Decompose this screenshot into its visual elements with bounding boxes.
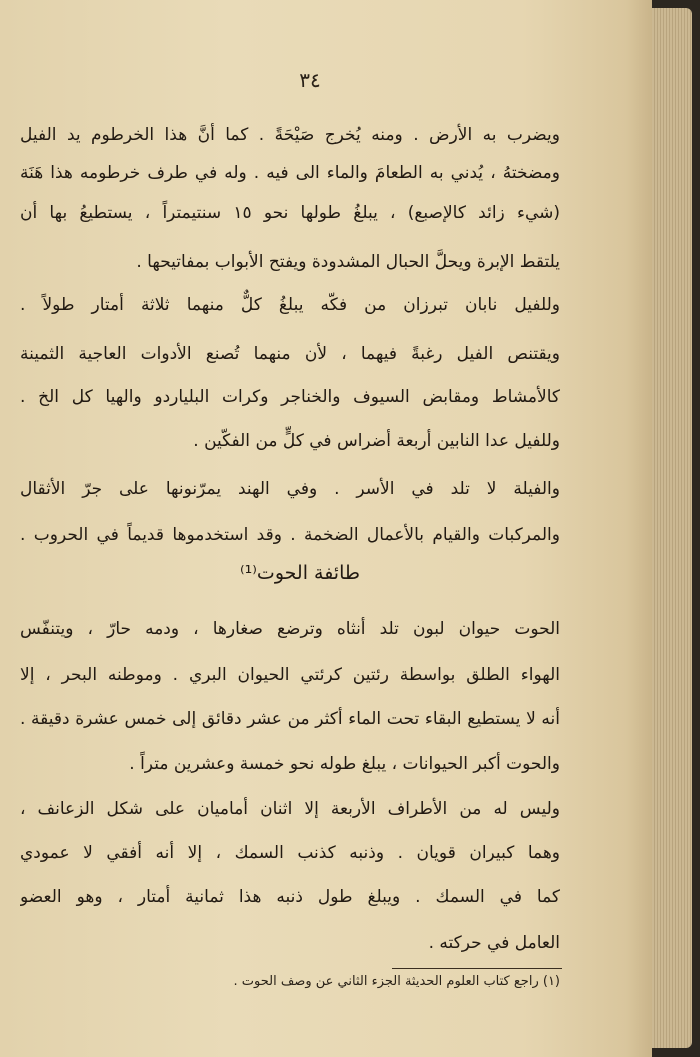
- footnote-divider: [392, 968, 562, 969]
- text-line: وليس له من الأطراف الأربعة إلا اثنان أماميان على شكل الزعانف ،: [20, 799, 560, 819]
- text-line: والفيلة لا تلد في الأسر . وفي الهند يمرّنونها على جرّ الأثقال: [20, 479, 560, 499]
- section-heading: طائفة الحوت⁽¹⁾: [239, 562, 361, 584]
- text-line: يلتقط الإبرة ويحلَّ الحبال المشدودة ويفتح الأبواب بمفاتيحها .: [136, 252, 560, 272]
- text-line: ومضختهُ ، يُدني به الطعامَ والماء الى فيه . وله في طرف خرطومه هذا هَنَة: [20, 163, 560, 183]
- text-line: كالأمشاط ومقابض السيوف والخناجر وكرات البلياردو والهيا كل الخ .: [20, 387, 560, 407]
- page-edges: [652, 8, 692, 1048]
- text-line: (شيء زائد كالإصبع) ، يبلغُ طولها نحو ١٥ سنتيمتراً ، يستطيعُ بها أن: [20, 203, 560, 223]
- footnote: (١) راجع كتاب العلوم الحديثة الجزء الثاني عن وصف الحوت .: [233, 974, 560, 989]
- text-line: الهواء الطلق بواسطة رئتين كرئتي الحيوان البري . وموطنه البحر ، إلا: [20, 665, 560, 685]
- text-line: العامل في حركته .: [428, 933, 560, 953]
- text-line: أنه لا يستطيع البقاء تحت الماء أكثر من عشر دقائق إلى خمس عشرة دقيقة .: [20, 709, 560, 729]
- page-number: ٣٤: [299, 68, 321, 92]
- text-line: كما في السمك . ويبلغ طول ذنبه هذا ثمانية أمتار ، وهو العضو: [20, 887, 560, 907]
- text-line: والمركبات والقيام بالأعمال الضخمة . وقد استخدموها قديماً في الحروب .: [20, 525, 560, 545]
- text-line: ويضرب به الأرض . ومنه يُخرج صَيْحَةً . كما أنَّ هذا الخرطوم يد الفيل: [20, 125, 560, 145]
- text-line: وللفيل عدا النابين أربعة أضراس في كلٍّ من الفكّين .: [193, 431, 560, 451]
- text-line: الحوت حيوان لبون تلد أنثاه وترضع صغارها ، ودمه حارّ ، ويتنفّس: [20, 619, 560, 639]
- text-line: وللفيل نابان تبرزان من فكّه يبلغُ كلٌّ منهما ثلاثة أمتار طولاً .: [20, 295, 560, 315]
- text-line: ويقتنص الفيل رغبةً فيهما ، لأن منهما تُصنع الأدوات العاجية الثمينة: [20, 344, 560, 364]
- text-line: والحوت أكبر الحيوانات ، يبلغ طوله نحو خمسة وعشرين متراً .: [129, 754, 560, 774]
- text-line: وهما كبيران قويان . وذنبه كذنب السمك ، إلا أنه أفقي لا عمودي: [20, 843, 560, 863]
